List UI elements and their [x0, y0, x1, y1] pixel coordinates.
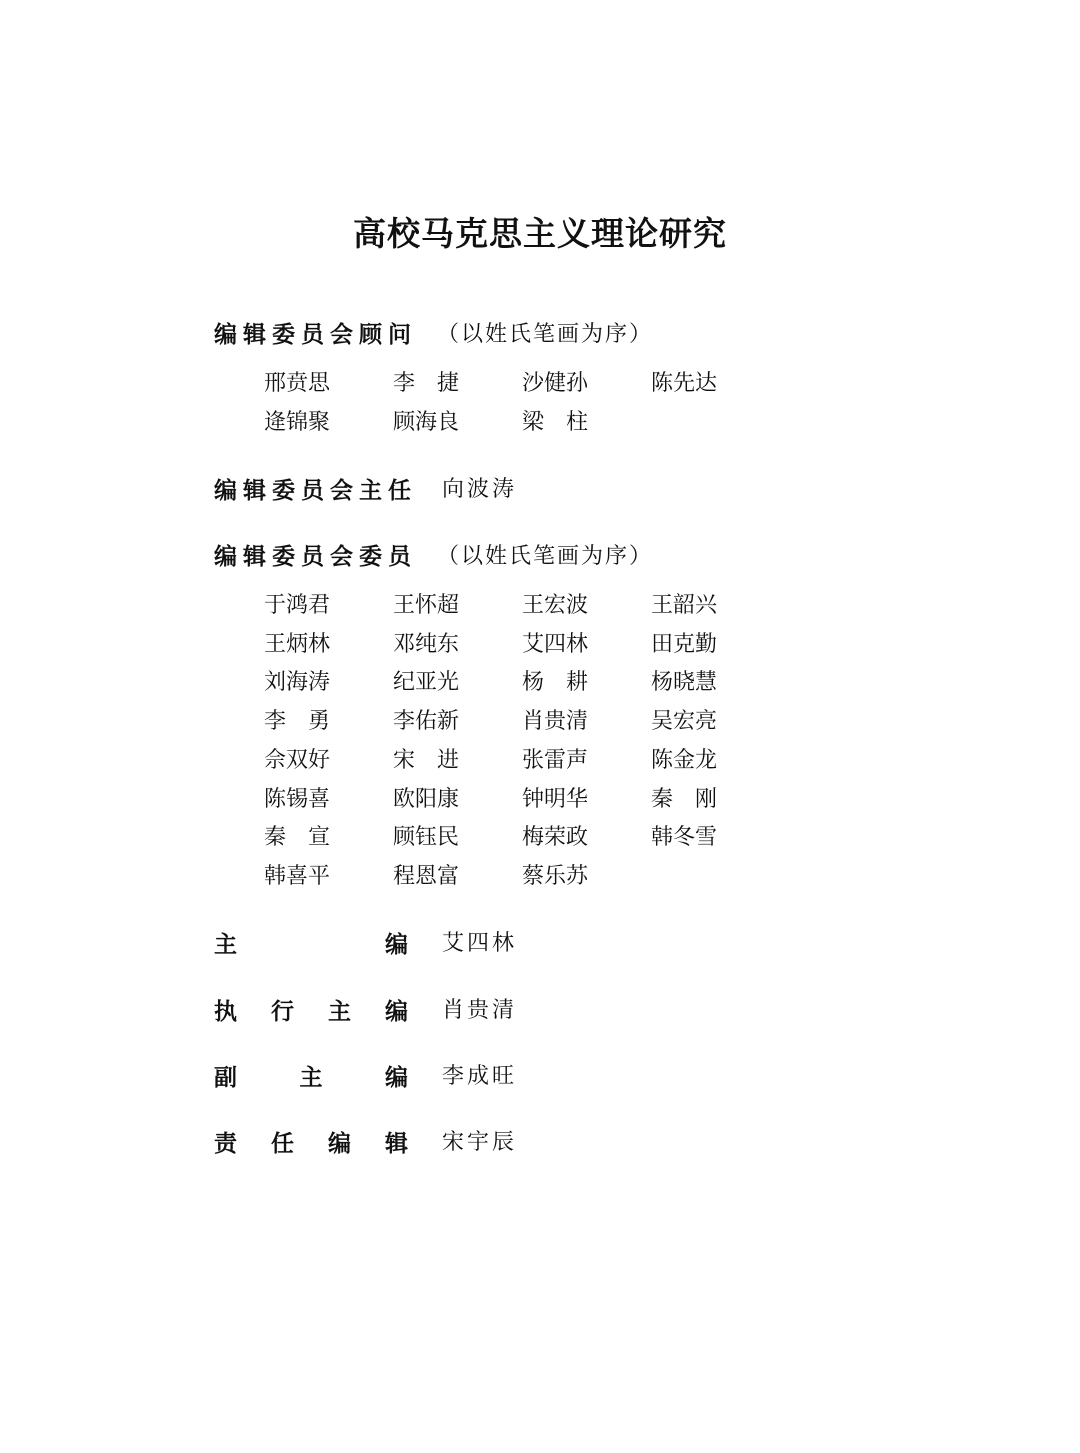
person-name: 于鸿君 [264, 593, 331, 618]
editor-role-label: 副 主 编 [214, 1064, 408, 1091]
person-name: 王韶兴 [651, 593, 718, 618]
person-name: 邢贲思 [264, 371, 331, 396]
advisors-sort-note: （以姓氏笔画为序） [437, 322, 654, 347]
person-name: 钟明华 [522, 786, 589, 812]
person-name: 佘双好 [264, 747, 331, 773]
person-name: 秦 宣 [264, 825, 331, 851]
person-name: 秦 刚 [651, 786, 718, 812]
person-name: 沙健孙 [522, 371, 589, 396]
person-name: 艾四林 [522, 631, 589, 657]
person-name: 梁 柱 [522, 410, 589, 435]
person-name: 张雷声 [522, 747, 589, 773]
person-name: 杨 耕 [522, 670, 589, 696]
person-name: 纪亚光 [393, 670, 460, 696]
person-name: 田克勤 [651, 631, 718, 657]
person-name: 顾钰民 [393, 825, 460, 851]
editor-name: 李成旺 [442, 1064, 518, 1089]
person-name: 李佑新 [393, 709, 460, 735]
director-name: 向波涛 [442, 477, 518, 502]
person-name: 陈金龙 [651, 747, 718, 773]
editor-name: 宋宇辰 [442, 1130, 518, 1155]
person-name: 欧阳康 [393, 786, 460, 812]
person-name: 韩喜平 [264, 863, 331, 889]
advisors-heading: 编辑委员会顾问 [214, 321, 417, 348]
editor-role-label: 责 任 编 辑 [214, 1130, 408, 1157]
person-name: 蔡乐苏 [522, 863, 589, 889]
person-name: 宋 进 [393, 747, 460, 773]
director-heading: 编辑委员会主任 [214, 477, 417, 504]
person-name: 程恩富 [393, 863, 460, 889]
person-name: 肖贵清 [522, 709, 589, 735]
person-name: 梅荣政 [522, 825, 589, 851]
person-name: 王炳林 [264, 631, 331, 657]
page-title: 高校马克思主义理论研究 [353, 214, 727, 253]
members-heading: 编辑委员会委员 [214, 543, 417, 570]
person-name: 邓纯东 [393, 631, 460, 657]
editor-role-label: 执 行 主 编 [214, 998, 408, 1025]
editor-role-label: 主 编 [214, 931, 408, 958]
person-name: 刘海涛 [264, 670, 331, 696]
members-sort-note: （以姓氏笔画为序） [437, 544, 654, 569]
person-name: 王怀超 [393, 593, 460, 618]
person-name: 吴宏亮 [651, 709, 718, 735]
editor-name: 艾四林 [442, 931, 518, 956]
person-name: 顾海良 [393, 410, 460, 435]
person-name: 李 勇 [264, 709, 331, 735]
editor-name: 肖贵清 [442, 998, 518, 1023]
person-name: 杨晓慧 [651, 670, 718, 696]
person-name: 陈先达 [651, 371, 718, 396]
person-name: 韩冬雪 [651, 825, 718, 851]
person-name: 陈锡喜 [264, 786, 331, 812]
person-name: 王宏波 [522, 593, 589, 618]
person-name: 逄锦聚 [264, 410, 331, 435]
person-name: 李 捷 [393, 371, 460, 396]
